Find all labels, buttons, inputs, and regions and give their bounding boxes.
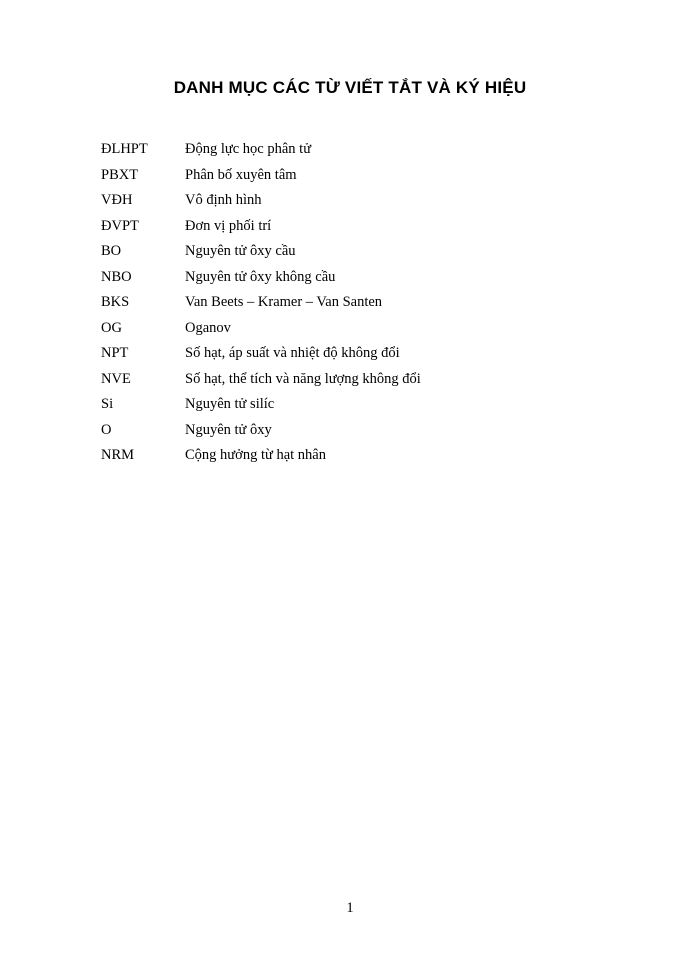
abbreviation-meaning: Số hạt, thể tích và năng lượng không đổi [185,370,421,387]
abbreviation-row [101,316,621,342]
abbreviation-meaning: Nguyên tử ôxy cầu [185,243,296,259]
abbreviation-code: NVE [101,370,131,387]
abbreviation-meaning: Van Beets – Kramer – Van Santen [185,294,383,310]
page-number: 1 [346,900,354,916]
abbreviation-row [101,290,621,316]
abbreviation-row [101,443,621,469]
abbreviation-meaning: Cộng hưởng từ hạt nhân [185,447,326,463]
abbreviation-row [101,239,621,265]
abbreviation-row [101,265,621,291]
abbreviation-meaning: Phân bố xuyên tâm [185,166,297,183]
abbreviation-row [101,418,621,444]
abbreviation-meaning: Nguyên tử ôxy [185,421,272,438]
abbreviation-code: ĐLHPT [101,141,148,157]
abbreviation-meaning: Động lực học phân tử [185,141,312,157]
abbreviation-row [101,188,621,214]
abbreviation-code: ĐVPT [101,217,139,234]
abbreviation-meaning: Nguyên tử silíc [185,396,275,412]
abbreviation-code: OG [101,319,122,336]
abbreviation-row [101,341,621,367]
abbreviation-code: BKS [101,294,130,310]
abbreviation-meaning: Đơn vị phối trí [185,217,272,234]
abbreviation-row [101,214,621,240]
abbreviation-code: VĐH [101,192,133,208]
abbreviation-code: BO [101,243,122,259]
abbreviation-meaning: Vô định hình [185,192,262,208]
abbreviation-meaning: Oganov [185,319,231,336]
abbreviation-row [101,392,621,418]
abbreviation-list [101,137,621,469]
abbreviation-code: O [101,421,112,438]
abbreviation-code: NBO [101,268,132,285]
abbreviation-code: Si [101,396,114,412]
abbreviation-row [101,137,621,163]
abbreviation-meaning: Nguyên tử ôxy không cầu [185,268,336,285]
abbreviation-row [101,163,621,189]
abbreviation-code: NRM [101,447,135,463]
abbreviation-code: PBXT [101,166,139,183]
page-title: DANH MỤC CÁC TỪ VIẾT TẮT VÀ KÝ HIỆU [173,78,527,97]
abbreviation-row [101,367,621,393]
abbreviation-code: NPT [101,345,129,361]
abbreviation-meaning: Số hạt, áp suất và nhiệt độ không đổi [185,345,400,361]
